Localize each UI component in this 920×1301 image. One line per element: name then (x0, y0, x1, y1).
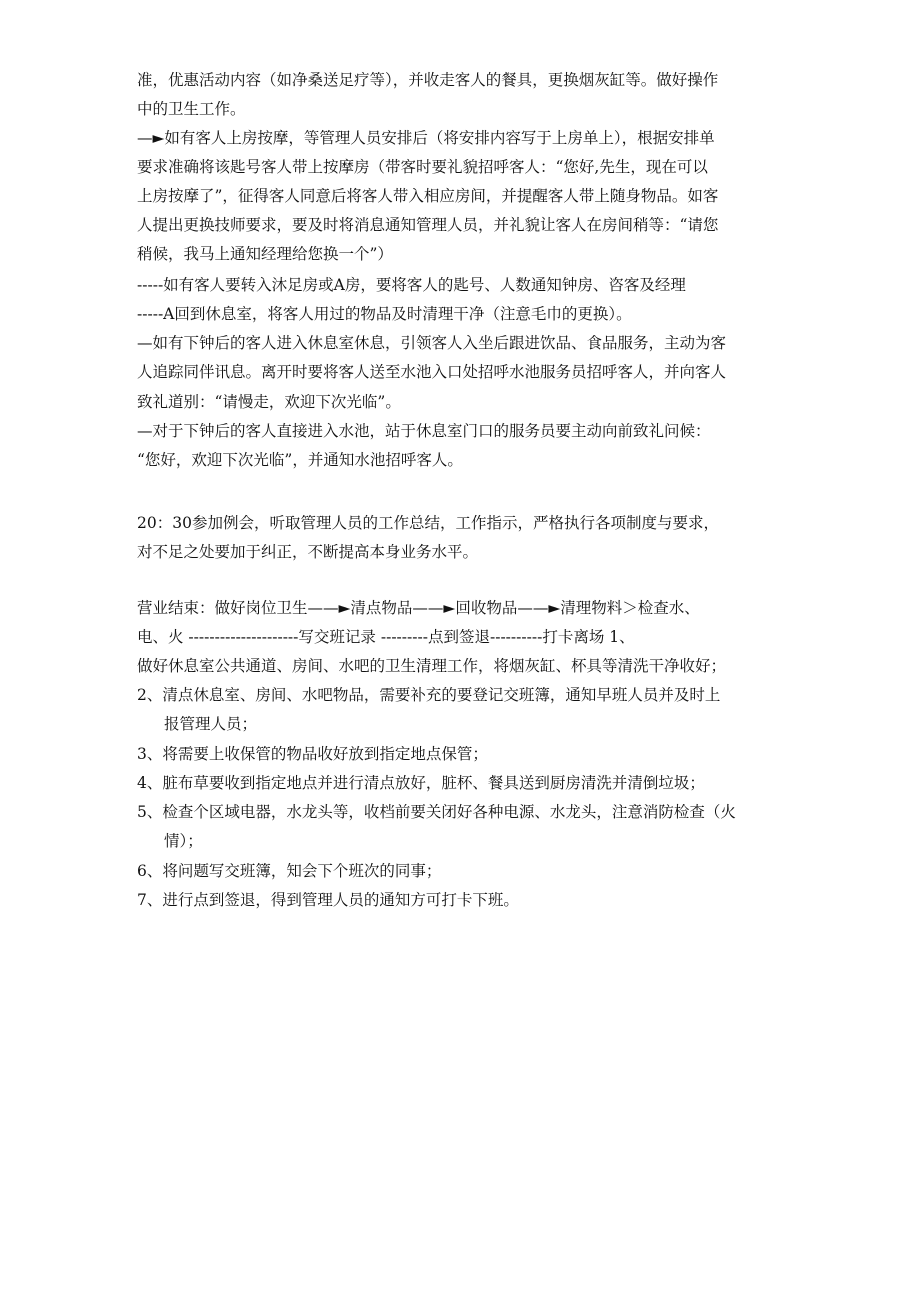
paragraph-line: —如有下钟后的客人进入休息室休息，引领客人入坐后跟进饮品、食品服务，主动为客 (137, 334, 727, 352)
paragraph-line: 上房按摩了”，征得客人同意后将客人带入相应房间，并提醒客人带上随身物品。如客 (137, 187, 719, 205)
list-item: 6、将问题写交班簿，知会下个班次的同事； (137, 862, 442, 880)
paragraph-line: —对于下钟后的客人直接进入水池，站于休息室门口的服务员要主动向前致礼问候： (137, 422, 711, 440)
paragraph-line: 准，优惠活动内容（如净桑送足疗等），并收走客人的餐具，更换烟灰缸等。做好操作 (137, 71, 719, 89)
list-item-continuation: 情）； (164, 832, 203, 850)
paragraph-line: 对不足之处要加于纠正，不断提高本身业务水平。 (137, 543, 479, 561)
paragraph-line: 致礼道别：“请慢走，欢迎下次光临”。 (137, 393, 401, 411)
paragraph-line: —►如有客人上房按摩，等管理人员安排后（将安排内容写于上房单上），根据安排单 (137, 129, 715, 147)
paragraph-line: 人提出更换技师要求，要及时将消息通知管理人员，并礼貌让客人在房间稍等：“请您 (137, 216, 719, 234)
paragraph-line: 电、火 ---------------------写交班记录 ---------点到签退----------打卡离场 1、 (137, 628, 635, 646)
paragraph-line: -----A回到休息室，将客人用过的物品及时清理干净（注意毛巾的更换）。 (137, 305, 632, 323)
paragraph-line: -----如有客人要转入沐足房或A房，要将客人的匙号、人数通知钟房、咨客及经理 (137, 276, 686, 294)
list-item: 4、脏布草要收到指定地点并进行清点放好，脏杯、餐具送到厨房清洗并清倒垃圾； (137, 774, 705, 792)
paragraph-line: 中的卫生工作。 (137, 100, 246, 118)
list-item: 5、检查个区域电器，水龙头等，收档前要关闭好各种电源、水龙头，注意消防检查（火 (137, 803, 736, 821)
paragraph-line: 做好休息室公共通道、房间、水吧的卫生清理工作，将烟灰缸、杯具等清洗干净收好； (137, 657, 727, 675)
list-item: 7、进行点到签退，得到管理人员的通知方可打卡下班。 (137, 891, 519, 909)
list-item: 3、将需要上收保管的物品收好放到指定地点保管； (137, 745, 488, 763)
paragraph-line: 稍候，我马上通知经理给您换一个”） (137, 245, 393, 263)
paragraph-line: 营业结束：做好岗位卫生——►清点物品——►回收物品——►清理物料＞检查水、 (137, 599, 700, 617)
paragraph-line: 20：30参加例会，听取管理人员的工作总结，工作指示，严格执行各项制度与要求， (137, 514, 719, 532)
paragraph-line: 要求准确将该匙号客人带上按摩房（带客时要礼貌招呼客人：“您好,先生，现在可以 (137, 158, 708, 176)
paragraph-line: 人追踪同伴讯息。离开时要将客人送至水池入口处招呼水池服务员招呼客人，并向客人 (137, 363, 727, 381)
paragraph-line: “您好，欢迎下次光临”，并通知水池招呼客人。 (137, 451, 463, 469)
list-item: 2、清点休息室、房间、水吧物品，需要补充的要登记交班簿，通知早班人员并及时上 (137, 686, 721, 704)
list-item-continuation: 报管理人员； (164, 715, 258, 733)
